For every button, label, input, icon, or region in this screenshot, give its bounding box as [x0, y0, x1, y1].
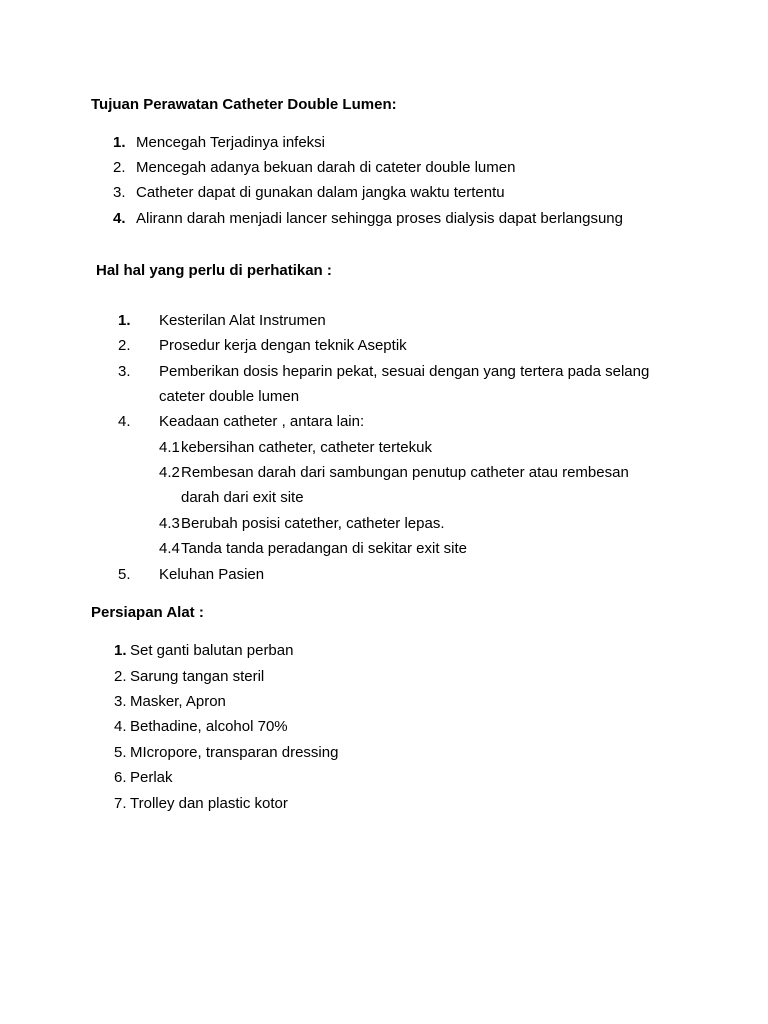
list-number: 3.: [114, 693, 127, 710]
sublist-number: 4.1: [159, 439, 180, 456]
list-number: 6.: [114, 769, 127, 786]
list-number: 3.: [118, 363, 131, 380]
list-item: Set ganti balutan perban: [130, 642, 294, 659]
list-item: Mencegah adanya bekuan darah di cateter double lumen: [136, 159, 516, 176]
sublist-number: 4.3: [159, 515, 180, 532]
list-item: Sarung tangan steril: [130, 668, 265, 685]
list-number: 3.: [113, 184, 126, 201]
list-number: 2.: [114, 668, 127, 685]
list-item: Perlak: [130, 769, 173, 786]
list-item: Keadaan catheter , antara lain:: [159, 413, 365, 430]
list-number: 2.: [118, 337, 131, 354]
list-item: Masker, Apron: [130, 693, 226, 710]
list-number: 7.: [114, 795, 127, 812]
list-item: Pemberikan dosis heparin pekat, sesuai dengan yang tertera pada selang: [159, 363, 650, 380]
list-number: 4.: [113, 210, 126, 227]
list-number: 2.: [113, 159, 126, 176]
list-item: Trolley dan plastic kotor: [130, 795, 288, 812]
list-item: Alirann darah menjadi lancer sehingga proses dialysis dapat berlangsung: [136, 210, 623, 227]
section-heading-tujuan: Tujuan Perawatan Catheter Double Lumen:: [91, 96, 397, 113]
list-number: 1.: [113, 134, 126, 151]
list-item: Catheter dapat di gunakan dalam jangka waktu tertentu: [136, 184, 505, 201]
sublist-item-continuation: darah dari exit site: [181, 489, 304, 506]
list-item: Bethadine, alcohol 70%: [130, 718, 288, 735]
list-item-continuation: cateter double lumen: [159, 388, 300, 405]
list-number: 1.: [118, 312, 131, 329]
list-item: MIcropore, transparan dressing: [130, 744, 339, 761]
list-item: Prosedur kerja dengan teknik Aseptik: [159, 337, 407, 354]
list-number: 1.: [114, 642, 127, 659]
sublist-item: kebersihan catheter, catheter tertekuk: [181, 439, 432, 456]
list-item: Mencegah Terjadinya infeksi: [136, 134, 326, 151]
list-number: 5.: [114, 744, 127, 761]
list-item: Keluhan Pasien: [159, 566, 265, 583]
list-item: Kesterilan Alat Instrumen: [159, 312, 326, 329]
list-number: 5.: [118, 566, 131, 583]
sublist-item: Rembesan darah dari sambungan penutup catheter atau rembesan: [181, 464, 629, 481]
sublist-number: 4.2: [159, 464, 180, 481]
list-number: 4.: [118, 413, 131, 430]
section-heading-persiapan: Persiapan Alat :: [91, 604, 204, 621]
sublist-item: Berubah posisi catether, catheter lepas.: [181, 515, 445, 532]
list-number: 4.: [114, 718, 127, 735]
section-heading-hal-hal: Hal hal yang perlu di perhatikan :: [96, 262, 332, 279]
sublist-item: Tanda tanda peradangan di sekitar exit site: [181, 540, 468, 557]
sublist-number: 4.4: [159, 540, 180, 557]
